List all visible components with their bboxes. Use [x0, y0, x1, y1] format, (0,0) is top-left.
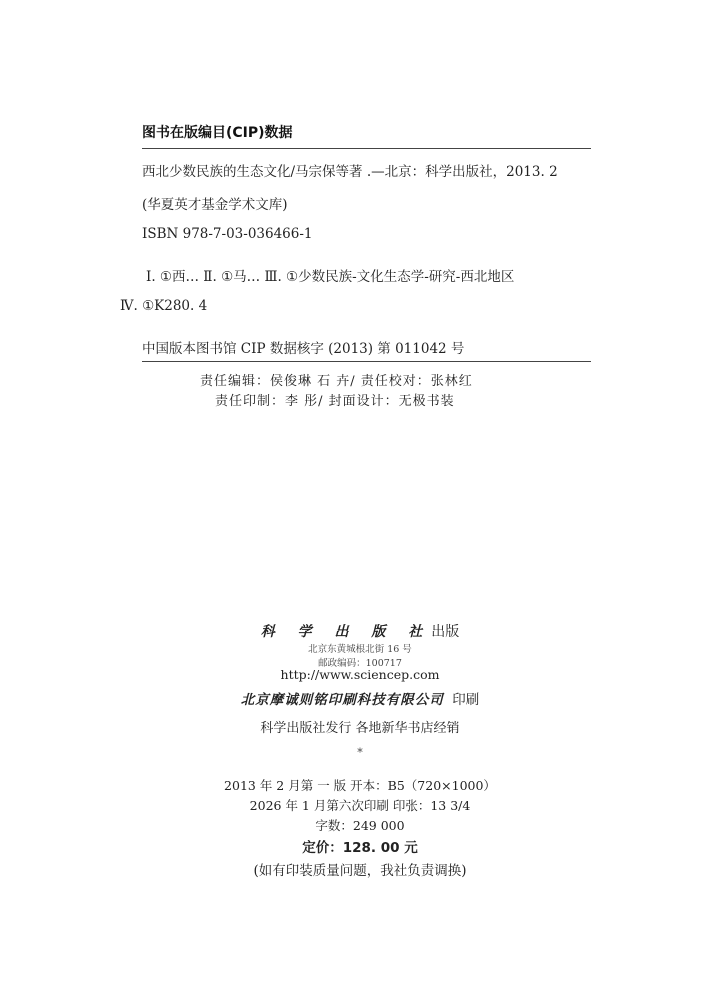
separator-star: * — [357, 746, 363, 759]
printer-suffix: 印刷 — [452, 692, 480, 708]
publisher-address: 北京东黄城根北街 16 号 — [308, 644, 412, 655]
edition-line: 2013 年 2 月第 一 版 开本：B5（720×1000） — [224, 778, 496, 793]
publisher-name: 科 学 出 版 社 — [260, 624, 432, 640]
cip-title: 图书在版编目(CIP)数据 — [142, 125, 293, 141]
publisher-line — [0, 621, 720, 641]
printing-line: 2026 年 1 月第六次印刷 印张：13 3/4 — [249, 798, 471, 813]
cip-record-number-line: 中国版本图书馆 CIP 数据核字 (2013) 第 011042 号 — [142, 341, 465, 357]
publisher-url: http://www.sciencep.com — [280, 667, 440, 682]
publisher-suffix: 出版 — [431, 624, 460, 640]
publisher-postcode: 邮政编码：100717 — [318, 658, 402, 669]
cip-subject-line: Ⅰ. ①西… Ⅱ. ①马… Ⅲ. ①少数民族-文化生态学-研究-西北地区 — [146, 269, 515, 285]
cip-classification-line: Ⅳ. ①K280. 4 — [120, 298, 208, 314]
printer-name: 北京摩诚则铭印刷科技有限公司 — [240, 692, 444, 708]
cip-top-rule — [142, 148, 591, 149]
cip-isbn-line: ISBN 978-7-03-036466-1 — [142, 226, 313, 242]
word-count: 字数：249 000 — [315, 818, 405, 833]
cip-bibliographic-line: 西北少数民族的生态文化/马宗保等著 .—北京：科学出版社，2013. 2 — [142, 164, 558, 180]
price: 定价：128. 00 元 — [302, 840, 418, 856]
printer-line — [0, 688, 720, 708]
editor-credits: 责任编辑：侯俊琳 石 卉/ 责任校对：张林红 — [200, 374, 473, 389]
cip-series-line: (华夏英才基金学术文库) — [142, 197, 288, 213]
quality-notice: (如有印装质量问题，我社负责调换) — [253, 863, 467, 879]
production-credits: 责任印制：李 彤/ 封面设计：无极书装 — [215, 394, 455, 409]
cip-bottom-rule — [142, 361, 591, 362]
distribution-line: 科学出版社发行 各地新华书店经销 — [260, 721, 460, 736]
